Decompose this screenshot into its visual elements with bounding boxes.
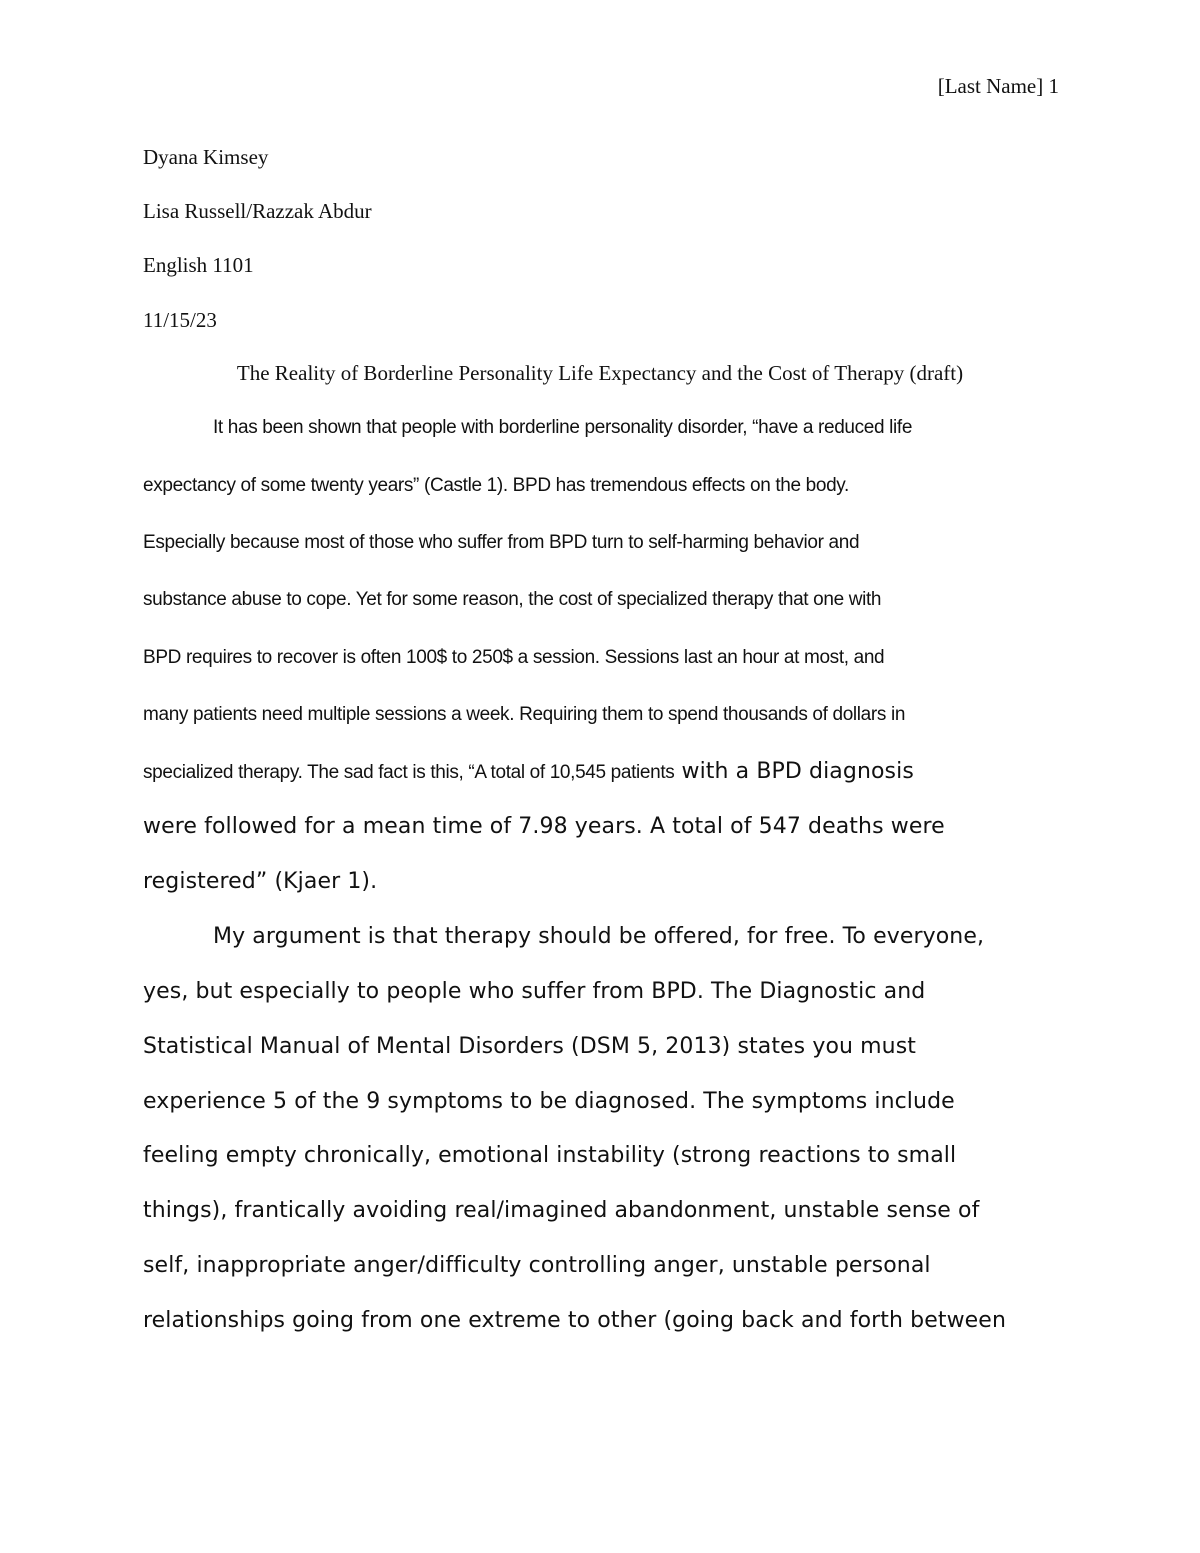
paragraph-1-line [143,757,914,789]
paragraph-1-text-run: with a BPD diagnosis [674,759,914,784]
paragraph-1-line: It has been shown that people with borderline personality disorder, “have a reduced life [213,417,913,438]
paragraph-1-line: Especially because most of those who suffer from BPD turn to self-harming behavior and [143,532,860,553]
paragraph-1-line: substance abuse to cope. Yet for some reason, the cost of specialized therapy that one with [143,589,882,610]
course-name: English 1101 [143,253,254,277]
running-head: [Last Name] 1 [937,74,1059,98]
instructor-name: Lisa Russell/Razzak Abdur [143,199,372,223]
paragraph-2-line: experience 5 of the 9 symptoms to be diagnosed. The symptoms include [143,1089,955,1114]
paragraph-1-line: were followed for a mean time of 7.98 years. A total of 547 deaths were [143,814,945,839]
paragraph-1-line: registered” (Kjaer 1). [143,869,378,894]
paragraph-1-text-run: specialized therapy. The sad fact is this, “A total of 10,545 patients [143,762,675,783]
paragraph-1-line: expectancy of some twenty years” (Castle 1). BPD has tremendous effects on the body. [143,475,849,496]
paragraph-2-line: feeling empty chronically, emotional instability (strong reactions to small [143,1143,957,1168]
author-name: Dyana Kimsey [143,145,269,169]
document-date: 11/15/23 [143,308,217,332]
paragraph-2-line: Statistical Manual of Mental Disorders (DSM 5, 2013) states you must [143,1034,917,1059]
paragraph-2-line: things), frantically avoiding real/imagined abandonment, unstable sense of [143,1198,980,1223]
paragraph-2-line: relationships going from one extreme to other (going back and forth between [143,1308,1006,1333]
document-title: The Reality of Borderline Personality Life Expectancy and the Cost of Therapy (draft) [236,361,964,385]
paragraph-2-line: self, inappropriate anger/difficulty controlling anger, unstable personal [143,1253,931,1278]
paragraph-1-line: BPD requires to recover is often 100$ to 250$ a session. Sessions last an hour at most, and [143,647,885,668]
paragraph-1-line: many patients need multiple sessions a week. Requiring them to spend thousands of dollars in [143,704,906,725]
paragraph-2-line: My argument is that therapy should be offered, for free. To everyone, [213,924,985,949]
paragraph-2-line: yes, but especially to people who suffer from BPD. The Diagnostic and [143,979,926,1004]
